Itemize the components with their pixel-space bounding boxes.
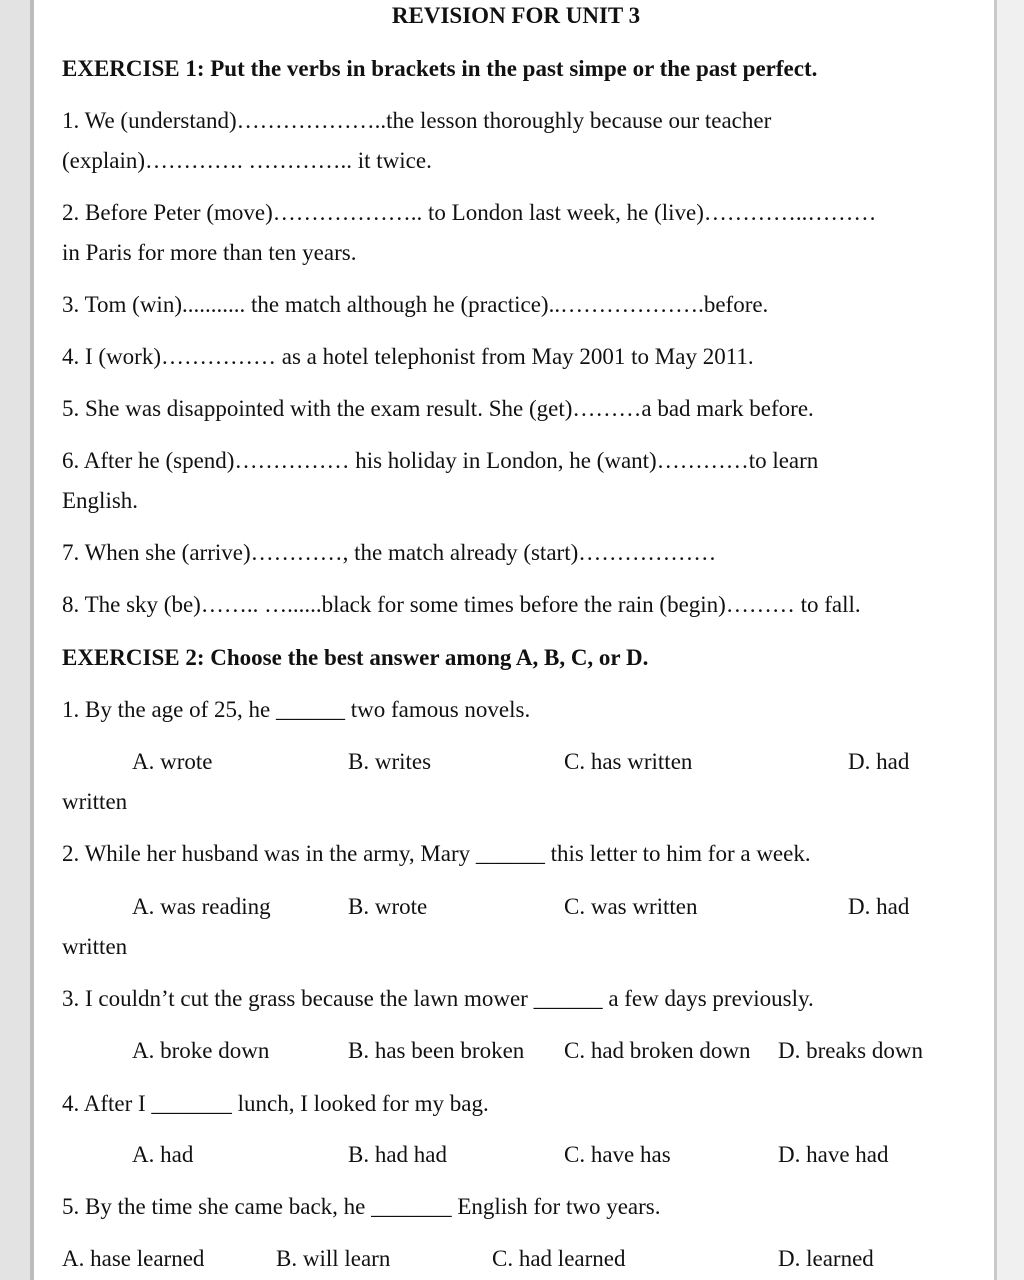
q2-option-c: C. was written: [564, 894, 698, 919]
ex1-line-11: 8. The sky (be)…….. …......black for some times before the rain (begin)……… to fall.: [62, 592, 861, 617]
q4-option-c: C. have has: [564, 1142, 671, 1167]
q2-option-a: A. was reading: [132, 894, 271, 919]
q1-option-d-wrap: written: [62, 789, 128, 814]
ex1-line-8: 6. After he (spend)…………… his holiday in London, he (want)…………to learn: [62, 448, 819, 473]
q5-option-a: A. hase learned: [62, 1246, 205, 1271]
exercise-1-heading: EXERCISE 1: Put the verbs in brackets in the past simpe or the past perfect.: [62, 56, 818, 81]
ex1-line-6: 4. I (work)…………… as a hotel telephonist from May 2001 to May 2011.: [62, 344, 754, 369]
q1-option-d: D. had: [848, 749, 910, 774]
q3-option-d: D. breaks down: [778, 1038, 923, 1063]
ex1-line-2: (explain)…………. ………….. it twice.: [62, 148, 432, 173]
q4-option-d: D. have had: [778, 1142, 889, 1167]
q3-option-b: B. has been broken: [348, 1038, 525, 1063]
exercise-2-heading: EXERCISE 2: Choose the best answer among A, B, C, or D.: [62, 645, 649, 670]
right-page-edge: [994, 0, 1024, 1280]
q3-option-c: C. had broken down: [564, 1038, 751, 1063]
q3-option-a: A. broke down: [132, 1038, 270, 1063]
ex1-line-4: in Paris for more than ten years.: [62, 240, 357, 265]
q2-option-d: D. had: [848, 894, 910, 919]
q5-option-d: D. learned: [778, 1246, 874, 1271]
q4-option-a: A. had: [132, 1142, 194, 1167]
q1-stem: 1. By the age of 25, he ______ two famous novels.: [62, 697, 531, 722]
q2-stem: 2. While her husband was in the army, Mary ______ this letter to him for a week.: [62, 841, 811, 866]
document-page: [38, 0, 994, 1280]
q1-option-c: C. has written: [564, 749, 693, 774]
q2-option-b: B. wrote: [348, 894, 428, 919]
ex1-line-5: 3. Tom (win)........... the match although he (practice)..……………….before.: [62, 292, 769, 317]
q5-option-c: C. had learned: [492, 1246, 626, 1271]
q3-stem: 3. I couldn’t cut the grass because the lawn mower ______ a few days previously.: [62, 986, 814, 1011]
q4-option-b: B. had had: [348, 1142, 448, 1167]
q1-option-a: A. wrote: [132, 749, 213, 774]
q1-option-b: B. writes: [348, 749, 432, 774]
ex1-line-9: English.: [62, 488, 139, 513]
q5-option-b: B. will learn: [276, 1246, 391, 1271]
ex1-line-1: 1. We (understand)………………..the lesson thoroughly because our teacher: [62, 108, 772, 133]
ex1-line-7: 5. She was disappointed with the exam result. She (get)………a bad mark before.: [62, 396, 814, 421]
q2-option-d-wrap: written: [62, 934, 128, 959]
document-title: REVISION FOR UNIT 3: [391, 3, 641, 28]
left-page-edge: [0, 0, 34, 1280]
ex1-line-3: 2. Before Peter (move)……………….. to London last week, he (live)…………..………: [62, 200, 877, 225]
ex1-line-10: 7. When she (arrive)…………, the match already (start)………………: [62, 540, 717, 565]
q5-stem: 5. By the time she came back, he _______ English for two years.: [62, 1194, 661, 1219]
q4-stem: 4. After I _______ lunch, I looked for my bag.: [62, 1091, 489, 1116]
